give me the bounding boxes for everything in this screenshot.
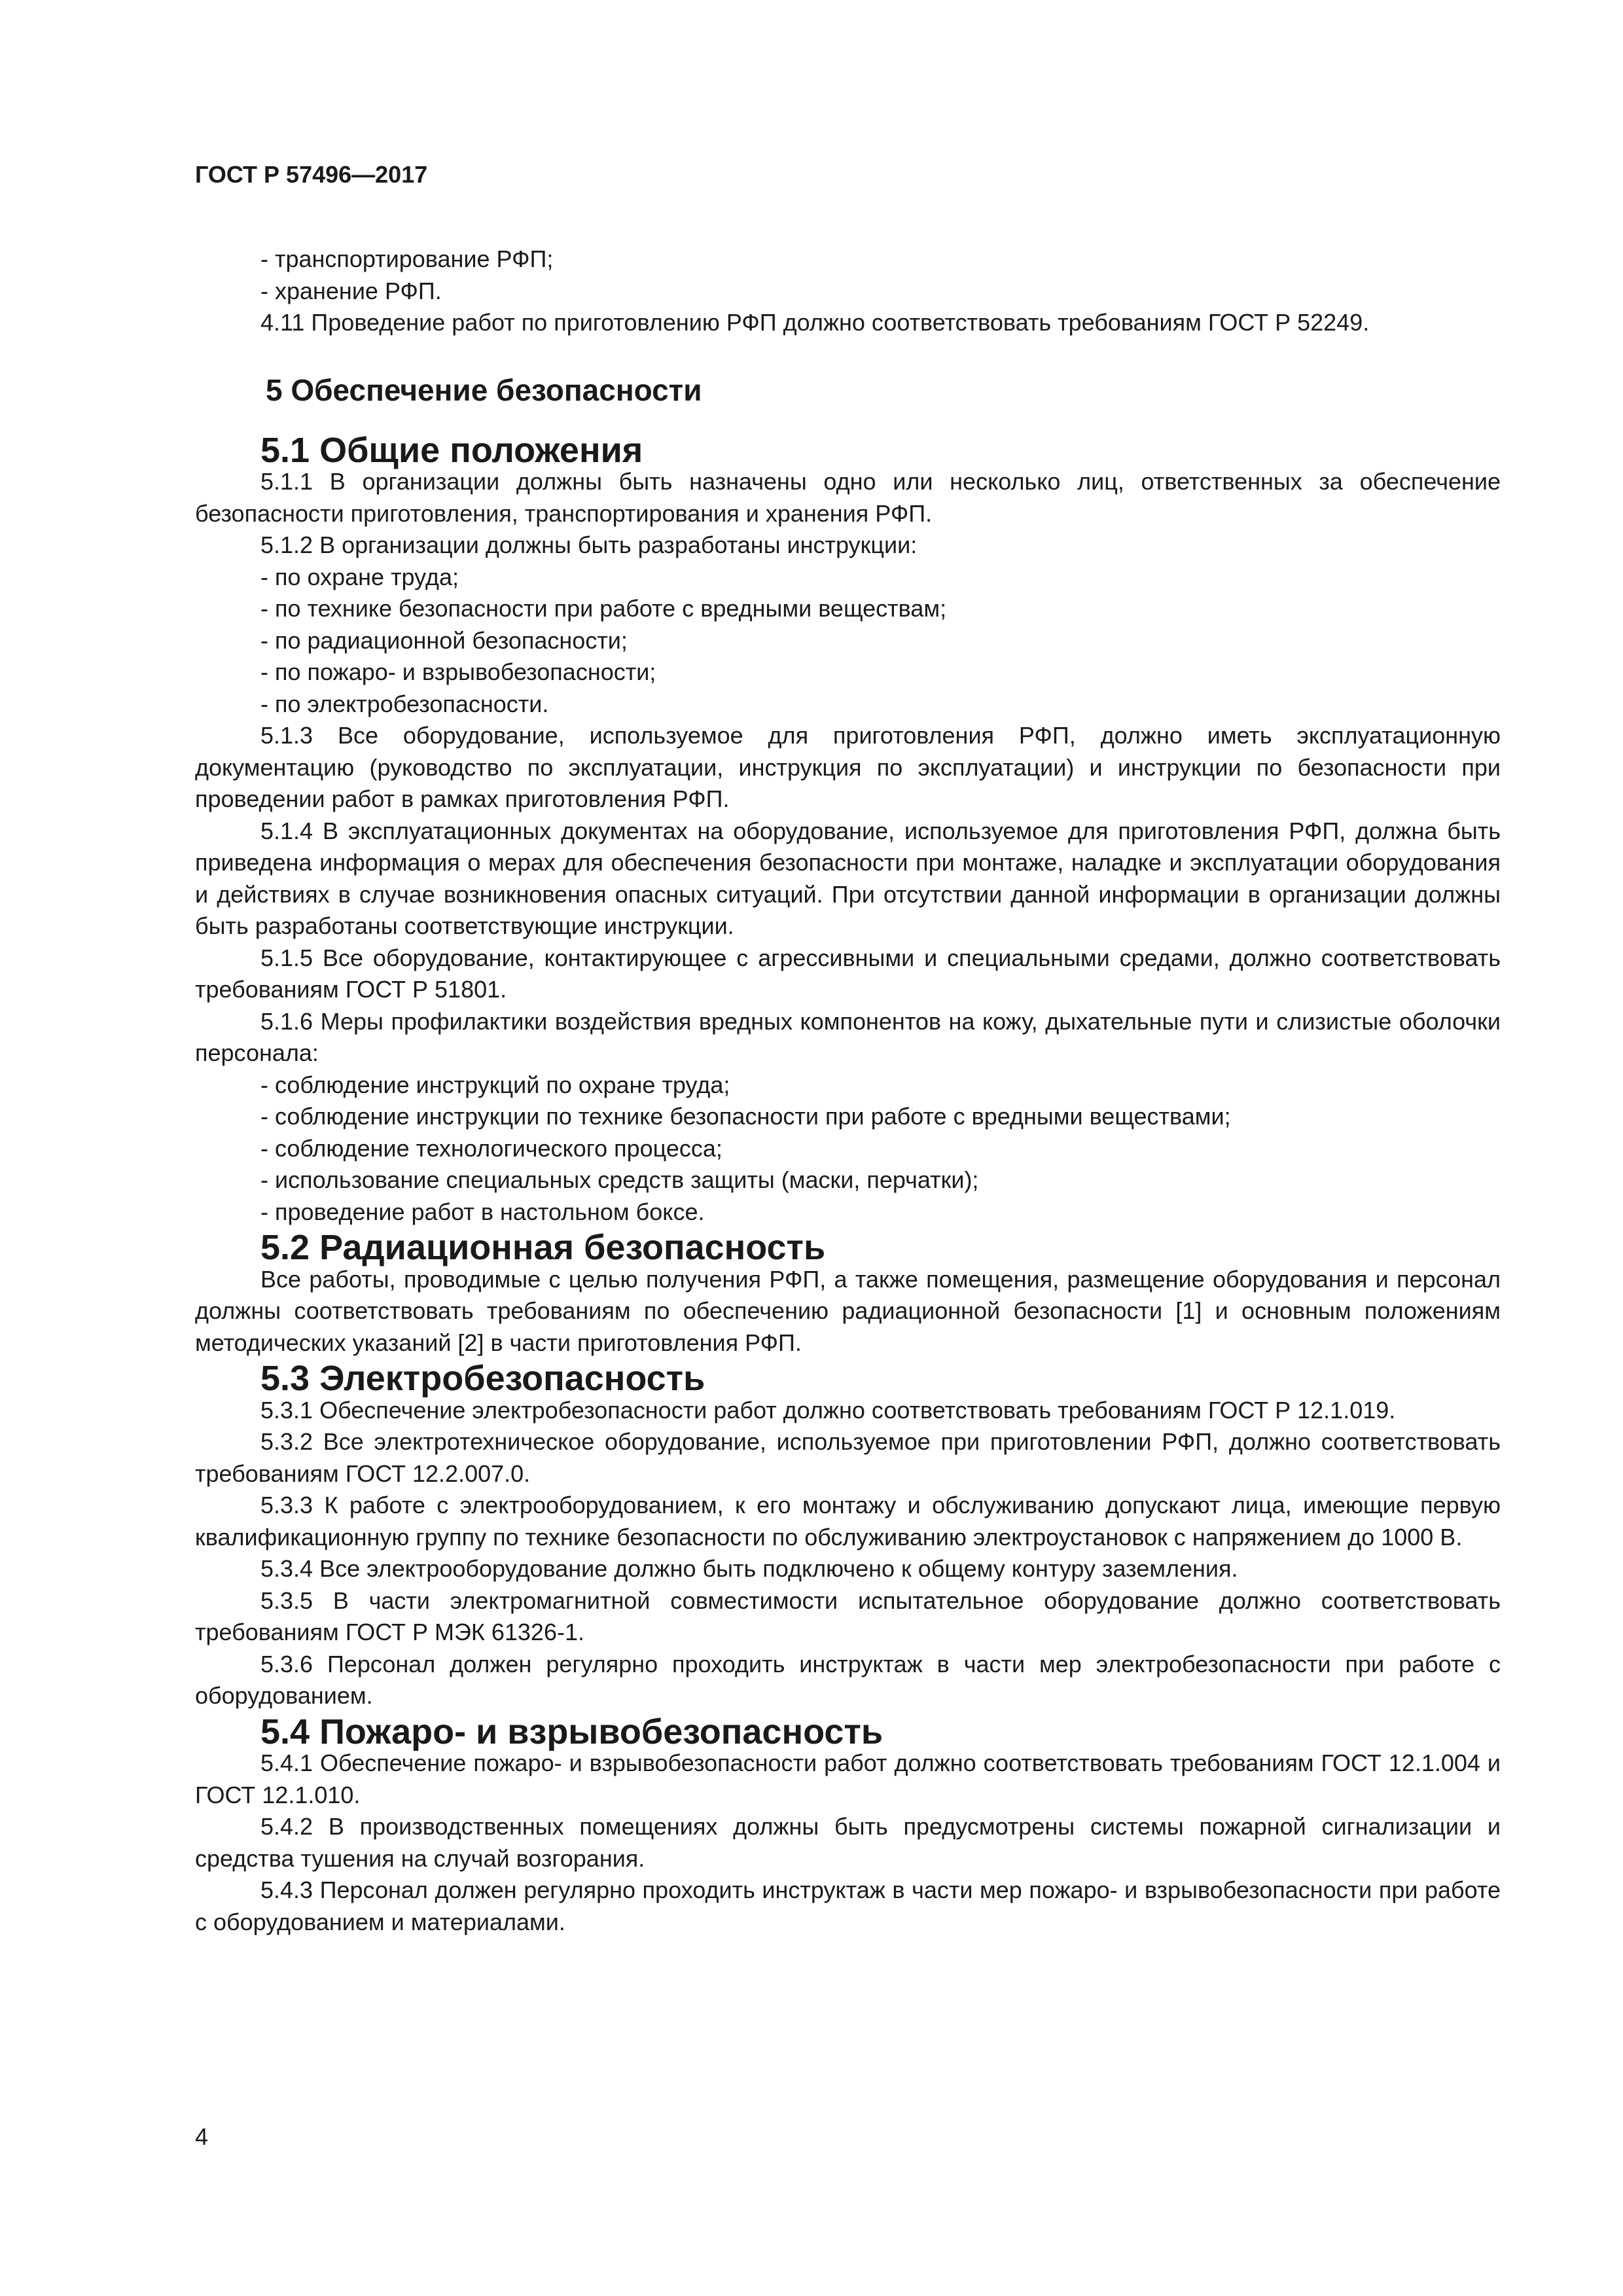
- list-item: - проведение работ в настольном боксе.: [260, 1198, 705, 1225]
- subsection-title: 5.4 Пожаро- и взрывобезопасность: [260, 1712, 883, 1751]
- paragraph: 5.1.3 Все оборудование, используемое для приготовления РФП, должно иметь эксплуатационную документацию (руководство по эксплуатации, инструкция по эксплуатации) и инструкции по безопасности при проведении работ в рамках приготовления РФП.: [195, 722, 1501, 812]
- paragraph: 5.3.6 Персонал должен регулярно проходить инструктаж в части мер электробезопасности при работе с оборудованием.: [195, 1650, 1501, 1709]
- list-item: - соблюдение технологического процесса;: [260, 1134, 722, 1162]
- list-item: - по радиационной безопасности;: [260, 626, 628, 654]
- paragraph: 5.1.4 В эксплуатационных документах на оборудование, используемое для приготовления РФП, должна быть приведена информация о мерах для обеспечения безопасности при монтаже, наладке и эксплуатации оборудования и действиях в случае возникновения опасных ситуаций. При отсутствии данной информации в организации должны быть разработаны соответствующие инструкции.: [195, 817, 1501, 939]
- list-item: - использование специальных средств защиты (маски, перчатки);: [260, 1166, 979, 1193]
- list-item: - соблюдение инструкции по технике безопасности при работе с вредными веществами;: [260, 1103, 1231, 1130]
- list-item: - по пожаро- и взрывобезопасности;: [260, 658, 656, 685]
- subsection-title: 5.3 Электробезопасность: [260, 1359, 705, 1398]
- paragraph: 5.1.1 В организации должны быть назначены одно или несколько лиц, ответственных за обеспечение безопасности приготовления, транспортирования и хранения РФП.: [195, 468, 1501, 527]
- paragraph: 5.1.2 В организации должны быть разработаны инструкции:: [260, 531, 918, 558]
- list-item: - хранение РФП.: [260, 277, 442, 304]
- paragraph: Все работы, проводимые с целью получения РФП, а также помещения, размещение оборудования и персонал должны соответствовать требованиям по обеспечению радиационной безопасности [1] и основным положениям методических указаний [2] в части приготовления РФП.: [195, 1265, 1501, 1356]
- paragraph: 5.3.3 К работе с электрооборудованием, к его монтажу и обслуживанию допускают лица, имеющие первую квалификационную группу по технике безопасности по обслуживанию электроустановок с напряжением до 1000 В.: [195, 1492, 1501, 1551]
- document-header: ГОСТ Р 57496—2017: [195, 161, 428, 188]
- list-item: - транспортирование РФП;: [260, 245, 554, 272]
- paragraph: 5.4.1 Обеспечение пожаро- и взрывобезопасности работ должно соответствовать требованиям ГОСТ 12.1.004 и ГОСТ 12.1.010.: [195, 1749, 1501, 1808]
- paragraph: 5.4.2 В производственных помещениях должны быть предусмотрены системы пожарной сигнализации и средства тушения на случай возгорания.: [195, 1813, 1501, 1872]
- paragraph: 5.3.4 Все электрооборудование должно быть подключено к общему контуру заземления.: [260, 1555, 1238, 1582]
- paragraph: 5.1.6 Меры профилактики воздействия вредных компонентов на кожу, дыхательные пути и слизистые оболочки персонала:: [195, 1007, 1501, 1066]
- paragraph: 5.3.5 В части электромагнитной совместимости испытательное оборудование должно соответствовать требованиям ГОСТ Р МЭК 61326-1.: [195, 1587, 1501, 1645]
- paragraph: 5.3.1 Обеспечение электробезопасности работ должно соответствовать требованиям ГОСТ Р 12.1.019.: [260, 1396, 1396, 1424]
- paragraph: 5.1.5 Все оборудование, контактирующее с агрессивными и специальными средами, должно соответствовать требованиям ГОСТ Р 51801.: [195, 944, 1501, 1003]
- subsection-title: 5.2 Радиационная безопасность: [260, 1228, 826, 1267]
- list-item: - по охране труда;: [260, 563, 459, 590]
- list-item: - соблюдение инструкций по охране труда;: [260, 1071, 730, 1098]
- section-title: 5 Обеспечение безопасности: [266, 372, 702, 407]
- paragraph-4-11: 4.11 Проведение работ по приготовлению РФП должно соответствовать требованиям ГОСТ Р 52249.: [260, 309, 1370, 336]
- list-item: - по электробезопасности.: [260, 690, 549, 717]
- document-body: [195, 243, 1501, 1938]
- paragraph: 5.4.3 Персонал должен регулярно проходить инструктаж в части мер пожаро- и взрывобезопасности при работе с оборудованием и материалами.: [195, 1876, 1501, 1935]
- page-number: 4: [195, 2123, 209, 2150]
- subsection-title: 5.1 Общие положения: [260, 430, 643, 470]
- paragraph: 5.3.2 Все электротехническое оборудование, используемое при приготовлении РФП, должно соответствовать требованиям ГОСТ 12.2.007.0.: [195, 1428, 1501, 1487]
- list-item: - по технике безопасности при работе с вредными веществам;: [260, 595, 947, 622]
